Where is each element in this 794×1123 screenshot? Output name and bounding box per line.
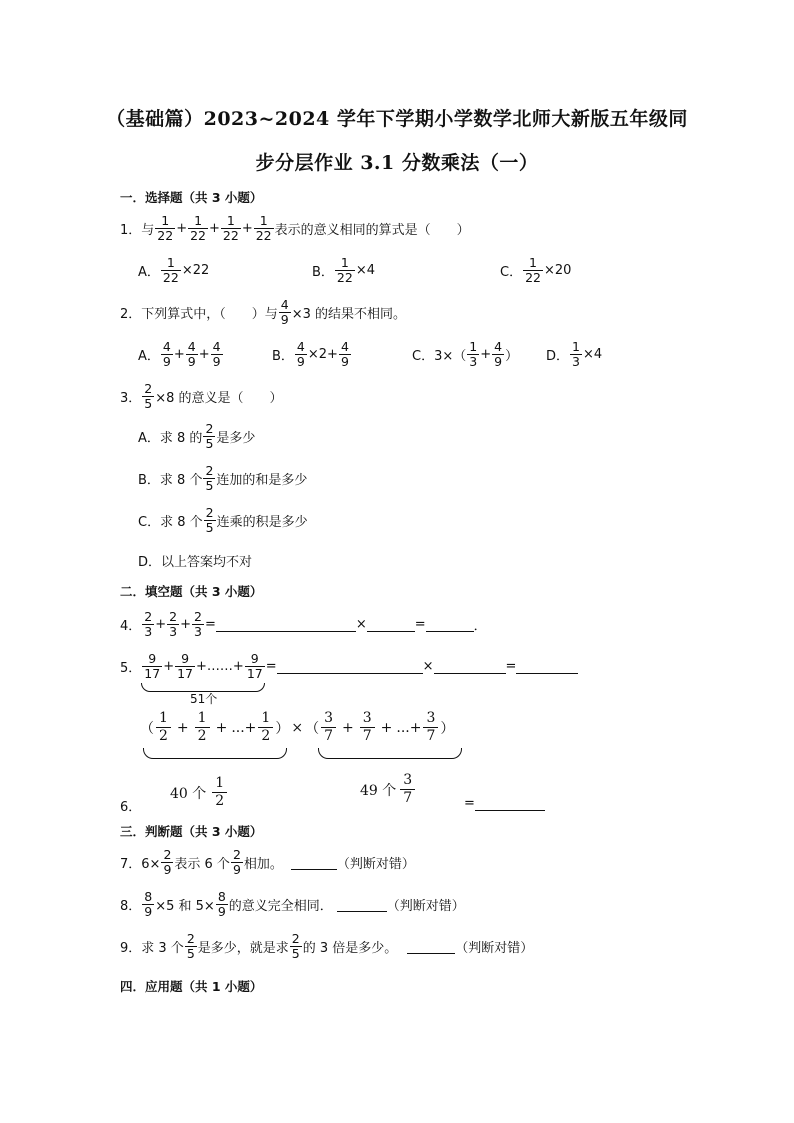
page-title-line2: 步分层作业 3.1 分数乘法（一） bbox=[255, 152, 539, 174]
q5-blank-2[interactable] bbox=[434, 659, 506, 674]
question-7: 7．6× $\frac{2}{9}$ 表示 6 个 $\frac{2}{9}$ 相加。 （判断对错） bbox=[120, 847, 415, 877]
q6-expression: （ 1 2 + $\frac{1}{2}$ + ... + $\frac{1}{2}$ ） × （ 3 7 + $\frac{3}{7}$ + ... + $\frac{3}{7}$ ） bbox=[140, 710, 455, 744]
section-heading-application: 四．应用题（共 1 小题） bbox=[120, 979, 263, 994]
question-4: 4． $\frac{2}{3}$ + $\frac{2}{3}$ + $\frac{2}{3}$ = × = ． bbox=[120, 609, 487, 639]
q2-option-d[interactable]: D． $\frac{1}{3}$ ×4 bbox=[546, 339, 603, 369]
question-5: 5． $\frac{9}{17}$ + $\frac{9}{17}$ + …… + $\frac{9}{17}$ = × = bbox=[120, 652, 578, 681]
section-heading-choice: 一．选择题（共 3 小题） bbox=[120, 190, 263, 205]
q5-blank-1[interactable] bbox=[277, 659, 423, 674]
q3-option-c[interactable]: C．求 8 个 $\frac{2}{5}$ 连乘的积是多少 bbox=[138, 505, 308, 535]
section-heading-judge: 三．判断题（共 3 小题） bbox=[120, 824, 263, 839]
q3-option-a[interactable]: A．求 8 的 $\frac{2}{5}$ 是多少 bbox=[138, 421, 256, 451]
plus-sign: + bbox=[176, 221, 188, 236]
q6-left-count: 40 个 1 2 bbox=[170, 775, 229, 810]
question-9: 9．求 3 个 $\frac{2}{5}$ 是多少，就是求 $\frac{2}{5}$ 的 3 倍是多少。 （判断对错） bbox=[120, 931, 534, 961]
q6-left-brace bbox=[143, 748, 287, 759]
question-8: 8． $\frac{8}{9}$ ×5 和 5× $\frac{8}{9}$ 的意义完全相同． （判断对错） bbox=[120, 889, 465, 919]
q3-option-b[interactable]: B．求 8 个 $\frac{2}{5}$ 连加的和是多少 bbox=[138, 463, 308, 493]
question-1 bbox=[120, 214, 470, 243]
q4-blank-3[interactable] bbox=[426, 617, 474, 632]
q6-blank[interactable] bbox=[475, 796, 545, 811]
plus-sign: + bbox=[209, 221, 220, 236]
section-heading-fill: 二．填空题（共 3 小题） bbox=[120, 584, 263, 599]
q7-blank[interactable] bbox=[291, 855, 337, 870]
q5-blank-3[interactable] bbox=[516, 659, 578, 674]
q8-blank[interactable] bbox=[337, 897, 387, 912]
plus-sign: + bbox=[241, 221, 253, 236]
question-2: 2．下列算式中，（ ）与 $\frac{4}{9}$ ×3 的结果不相同。 bbox=[120, 297, 407, 327]
q1-option-b[interactable]: B． $\frac{1}{22}$ ×4 bbox=[312, 255, 375, 285]
q1-fraction-3: $\frac{1}{22}$ bbox=[222, 213, 239, 243]
q2-option-a[interactable]: A． $\frac{4}{9}$ + $\frac{4}{9}$ + $\frac{4}{9}$ bbox=[138, 339, 221, 369]
page-title-line1: （基础篇）2023~2024 学年下学期小学数学北师大新版五年级同 bbox=[106, 108, 688, 130]
q1-fraction-1: $\frac{1}{22}$ bbox=[157, 213, 174, 243]
q4-blank-2[interactable] bbox=[367, 617, 415, 632]
q6-right-brace bbox=[318, 748, 462, 759]
q1-fraction-4: $\frac{1}{22}$ bbox=[255, 213, 272, 243]
q5-count-label: 51个 bbox=[190, 692, 218, 706]
q1-number: 1．与 bbox=[120, 223, 155, 238]
q2-option-c[interactable]: C．3×（ $\frac{1}{3}$ + $\frac{4}{9}$ ） bbox=[412, 339, 519, 369]
q1-fraction-2: $\frac{1}{22}$ bbox=[190, 213, 206, 243]
q6-answer: = bbox=[464, 796, 545, 811]
q6-right-count: 49 个 3 7 bbox=[360, 772, 417, 807]
q4-blank-1[interactable] bbox=[216, 617, 356, 632]
q6-number: 6． bbox=[120, 800, 142, 815]
q1-text: 表示的意义相同的算式是（ ） bbox=[274, 223, 470, 238]
q1-option-a[interactable]: A． $\frac{1}{22}$ ×22 bbox=[138, 255, 210, 285]
q3-option-d[interactable]: D．以上答案均不对 bbox=[138, 555, 253, 570]
q9-blank[interactable] bbox=[407, 939, 455, 954]
q2-option-b[interactable]: B． $\frac{4}{9}$ ×2+ $\frac{4}{9}$ bbox=[272, 339, 349, 369]
question-3: 3． $\frac{2}{5}$ ×8 的意义是（ ） bbox=[120, 381, 283, 411]
q1-option-c[interactable]: C． $\frac{1}{22}$ ×20 bbox=[500, 255, 572, 285]
